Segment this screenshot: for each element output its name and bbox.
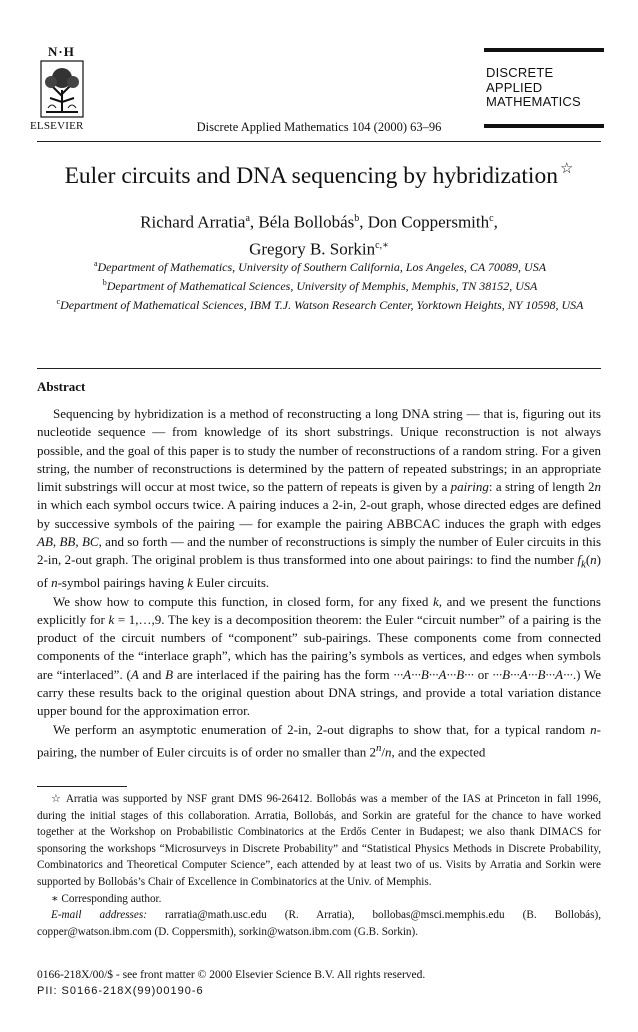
journal-citation: Discrete Applied Mathematics 104 (2000) 63–96 [196, 120, 442, 134]
corresponding-author-note: ∗ Corresponding author. [51, 892, 162, 905]
affiliations [40, 256, 600, 313]
affiliation: $^b$Department of Mathematical Sciences, University of Memphis, Memphis, TN 38152, USA [102, 278, 538, 293]
footnote-star-icon: ☆ [51, 793, 63, 805]
header-divider [37, 141, 601, 142]
footnotes [37, 791, 601, 940]
author-list: Richard Arratia$^a$, Béla Bollobás$^b$, Don Coppersmith$^c$, Gregory B. Sorkin$^{c,∗}$ [140, 212, 498, 259]
affiliation: $^a$Department of Mathematics, University of Southern California, Los Angeles, CA 70089, USA [93, 259, 547, 274]
journal-brand-name: DISCRETE APPLIED MATHEMATICS [486, 65, 581, 109]
pii-line: PII: S0166-218X(99)00190-6 [37, 985, 204, 997]
logo-initials: N·H [48, 44, 75, 59]
email-addresses: E-mail addresses: rarratia@math.usc.edu (R. Arratia), bollobas@msci.memphis.edu (B. Bollobás), copper@watson.ibm.com (D. Coppersmith), sorkin@watson.ibm.com (G.B. Sorkin). [37, 909, 601, 938]
author: Don Coppersmith [367, 212, 490, 232]
abstract-body [37, 405, 601, 762]
author: Gregory B. Sorkin [249, 239, 376, 259]
abstract-heading: Abstract [37, 379, 86, 394]
copyright-block [37, 967, 601, 999]
abstract-divider [37, 368, 601, 369]
funding-footnote: ☆ Arratia was supported by NSF grant DMS 96-26412. Bollobás was a member of the IAS at Princeton in fall 1996, during the initial stages of this collaboration. Arratia, Bollobás, and Sorkin are grateful for the chance to have worked together at the Workshop on Probabilistic Combinatorics at the Erdős Center in Budapest; we also thank DIMACS for sponsoring the workshops “Microsurveys in Discrete Probability” and “Statistical Physics Methods in Discrete Probability, Combinatorics and Theoretical Computer Science”, each attended by at least two of us. Visits by Arratia and Sorkin were supported by Bollobás’s Chair of Excellence in Combinatorics at the Univ. of Memphis. [37, 793, 601, 888]
journal-brand [484, 48, 604, 128]
copyright-line: 0166-218X/00/$ - see front matter © 2000 Elsevier Science B.V. All rights reserved. [37, 969, 426, 981]
tree-emblem-icon [40, 60, 84, 118]
brand-bottom-rule [484, 124, 604, 128]
footnote-divider [37, 786, 127, 787]
publisher-name: ELSEVIER [30, 120, 84, 132]
affiliation: $^c$Department of Mathematical Sciences, IBM T.J. Watson Research Center, Yorktown Heights, NY 10598, USA [56, 297, 584, 312]
abstract-paragraph: We show how to compute this function, in closed form, for any fixed k, and we present the functions explicitly for k = 1,…,9. The key is a decomposition theorem: the Euler “circuit number” of a pairing is the product of the circuit numbers of “component” sub-pairings. These components come from connected components of the “interlace graph”, which has the pairing’s symbols as vertices, and edges when symbols are “interlaced”. (A and B are interlaced if the pairing has the form ···A···B···A···B··· or ···B···A···B···A···.) We carry these results back to the original question about DNA strings, and provide a total variation distance upper bound for the approximation error. [37, 593, 601, 719]
abstract-paragraph: We perform an asymptotic enumeration of 2-in, 2-out digraphs to show that, for a typical random n-pairing, the number of Euler circuits is of order no smaller than 2$^n$/n, and the expected [37, 721, 601, 760]
title-footnote-star-icon: ☆ [559, 161, 574, 177]
brand-top-rule [484, 48, 604, 52]
author: Richard Arratia [140, 212, 246, 232]
elsevier-tree-logo [30, 44, 98, 126]
article-title: Euler circuits and DNA sequencing by hybridization ☆ [64, 161, 574, 189]
abstract-paragraph: Sequencing by hybridization is a method of reconstructing a long DNA string — that is, figuring out its nucleotide sequence — from knowledge of its short substrings. Unique reconstruction is not always possible, and the goal of this paper is to study the number of reconstructions of a random string. For a given string, the number of reconstructions is determined by the pattern of repeated substrings; in an appropriate limit substrings will occur at most twice, so the pattern of repeats is given by a pairing: a string of length 2n in which each symbol occurs twice. A pairing induces a 2-in, 2-out graph, whose directed edges are defined by successive symbols of the pairing — for example the pairing ABBCAC induces the graph with edges AB, BB, BC, and so forth — and the number of reconstructions is simply the number of Euler circuits in this 2-in, 2-out graph. The original problem is thus transformed into one about pairings: to find the number $f_k(n)$ of n-symbol pairings having k Euler circuits. [37, 406, 601, 591]
author: Béla Bollobás [258, 212, 355, 232]
